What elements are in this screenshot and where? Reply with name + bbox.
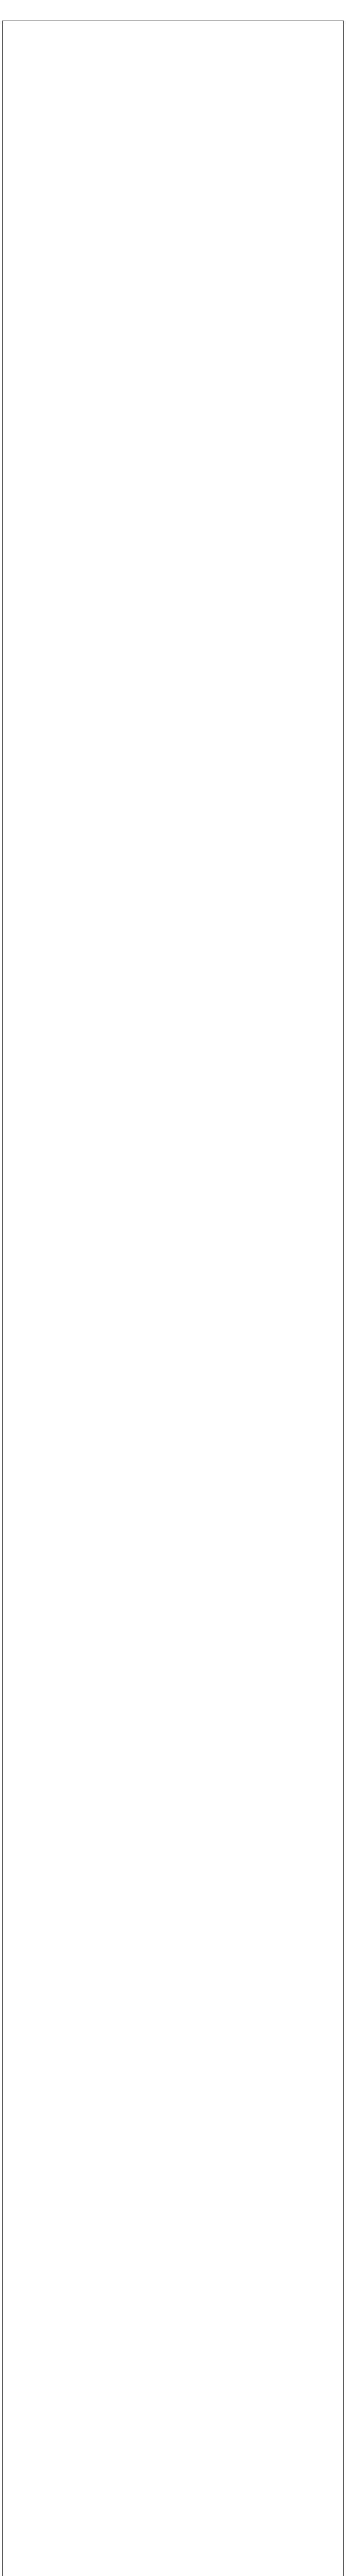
document-title [0,0,346,21]
table-frame [2,21,344,2576]
